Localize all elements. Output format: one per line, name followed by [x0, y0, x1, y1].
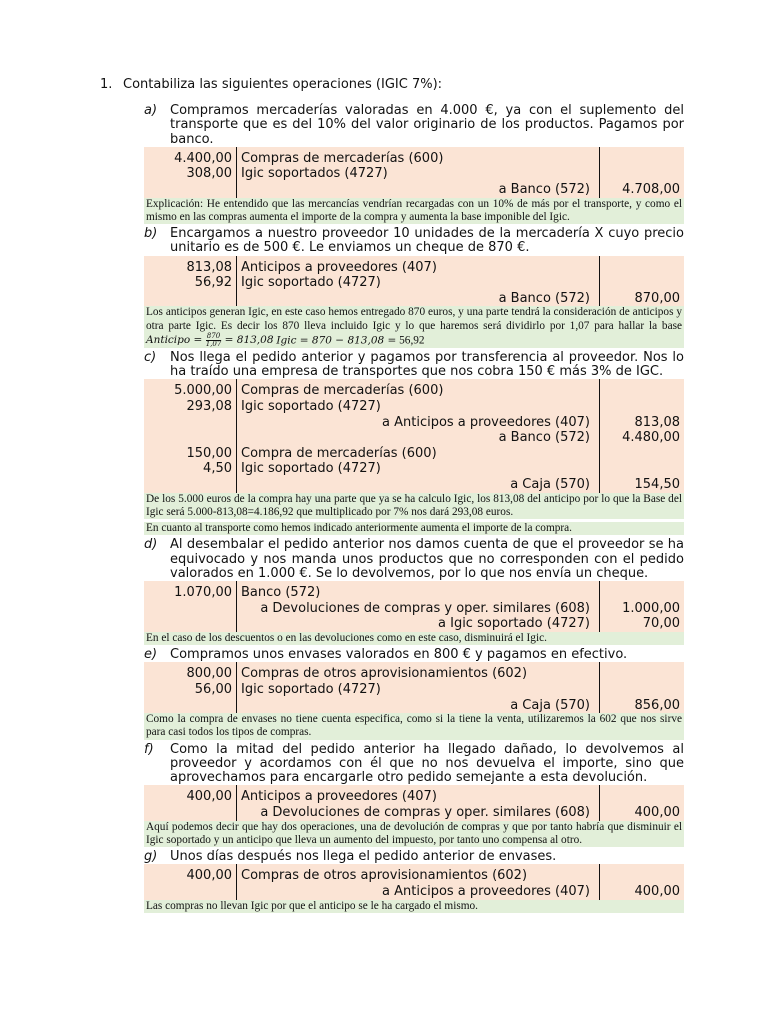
exercise-title: Contabiliza las siguientes operaciones (IGIC 7%):	[123, 77, 443, 92]
credit-amount	[600, 260, 684, 276]
debit-amount	[144, 291, 236, 307]
account-name: Igic soportado (4727)	[236, 461, 600, 477]
account-name: Compras de mercaderías (600)	[236, 383, 600, 399]
operation-text: Compramos unos envases valorados en 800 € y pagamos en efectivo.	[170, 647, 628, 663]
account-name: Anticipos a proveedores (407)	[236, 789, 600, 805]
operation-statement	[144, 104, 684, 147]
credit-amount: 4.708,00	[622, 182, 680, 198]
igic-formula: Igic = 870 − 813,08 =	[276, 334, 397, 347]
account-name: Compras de otros aprovisionamientos (602)	[236, 666, 600, 682]
explanation-note: Las compras no llevan Igic por que el anticipo se le ha cargado el mismo.	[144, 900, 684, 913]
debit-amount: 4.400,00	[174, 150, 232, 166]
credit-amount	[600, 383, 684, 399]
account-name: a Anticipos a proveedores (407)	[236, 884, 600, 900]
operation-label: d)	[144, 537, 158, 553]
entry-row	[144, 698, 684, 714]
operation-item	[144, 538, 684, 645]
exercise-number: 1.	[100, 77, 113, 92]
entry-row	[144, 415, 684, 431]
operation-statement	[144, 850, 684, 864]
debit-amount	[144, 415, 236, 431]
debit-amount: 150,00	[186, 445, 232, 461]
debit-amount	[144, 616, 236, 632]
operation-item	[144, 648, 684, 739]
debit-amount	[144, 884, 236, 900]
debit-amount	[144, 430, 236, 446]
debit-amount: 293,08	[186, 399, 232, 415]
credit-amount	[600, 789, 684, 805]
credit-amount	[600, 151, 684, 167]
entry-row	[144, 868, 684, 884]
entry-row	[144, 461, 684, 477]
formula-left: Anticipo =	[146, 334, 203, 347]
entry-row	[144, 151, 684, 167]
entry-row	[144, 477, 684, 493]
credit-amount: 154,50	[634, 477, 680, 493]
debit-amount	[144, 182, 236, 198]
journal-entry	[144, 864, 684, 899]
credit-amount	[600, 461, 684, 477]
credit-amount: 70,00	[642, 616, 680, 632]
operation-text: Como la mitad del pedido anterior ha llegado dañado, lo devolvemos al proveedor y acordamos con él que no nos devuelva el importe, sino que aprovechamos para encargarle otro pedido semejante a esta devolución.	[170, 741, 684, 786]
fraction	[206, 333, 222, 348]
operation-statement	[144, 538, 684, 581]
operation-text: Al desembalar el pedido anterior nos damos cuenta de que el proveedor se ha equivocado y nos manda unos productos que no corresponden con el pedido valorados en 1.000 €. Se lo devolvemos, por lo que nos envía un cheque.	[170, 537, 684, 581]
debit-amount: 5.000,00	[174, 383, 232, 399]
debit-amount: 400,00	[186, 789, 232, 805]
operations-list	[144, 104, 684, 916]
account-name: Igic soportado (4727)	[236, 682, 600, 698]
debit-amount: 308,00	[186, 166, 232, 182]
debit-amount: 800,00	[186, 666, 232, 682]
credit-amount	[600, 868, 684, 884]
journal-entry	[144, 147, 684, 198]
operation-item	[144, 743, 684, 847]
explanation-note: En cuanto al transporte como hemos indicado anteriormente aumenta el importe de la compra.	[144, 522, 684, 535]
explanation-note: De los 5.000 euros de la compra hay una parte que ya se ha calculo Igic, los 813,08 del anticipo por lo que la Base del Igic será 5.000-813,08=4.186,92 que multiplicado por 7% nos dará 293,08 euros.	[146, 492, 682, 518]
entry-row	[144, 291, 684, 307]
operation-statement	[144, 351, 684, 380]
entry-row	[144, 260, 684, 276]
account-name: Banco (572)	[236, 585, 600, 601]
explanation-note: Como la compra de envases no tiene cuenta especifica, como si la tiene la venta, utilizaremos la 602 que nos sirve para casi todos los tipos de compras.	[146, 713, 682, 739]
credit-amount: 4.480,00	[622, 430, 680, 446]
account-name: a Banco (572)	[236, 291, 600, 307]
operation-statement	[144, 227, 684, 256]
credit-amount	[600, 166, 684, 182]
operation-text: Unos días después nos llega el pedido anterior de envases.	[170, 849, 557, 865]
entry-row	[144, 275, 684, 291]
journal-entry	[144, 581, 684, 632]
credit-amount	[600, 666, 684, 682]
account-name: a Banco (572)	[236, 182, 600, 198]
debit-amount	[144, 698, 236, 714]
journal-entry	[144, 662, 684, 713]
credit-amount	[600, 275, 684, 291]
entry-row	[144, 585, 684, 601]
credit-amount: 856,00	[634, 697, 680, 713]
anticipo-formula	[146, 331, 274, 348]
operation-label: f)	[144, 741, 154, 757]
entry-row	[144, 601, 684, 617]
operation-text: Encargamos a nuestro proveedor 10 unidades de la mercadería X cuyo precio unitario es de 500 €. Le enviamos un cheque de 870 €.	[170, 226, 684, 256]
account-name: a Caja (570)	[236, 477, 600, 493]
entry-row	[144, 399, 684, 415]
operation-label: c)	[144, 349, 157, 365]
operation-text: Nos llega el pedido anterior y pagamos por transferencia al proveedor. Nos lo ha traído una empresa de transportes que nos cobra 150 € más 3% de IGC.	[170, 349, 684, 380]
entry-row	[144, 182, 684, 198]
note-tail: 56,92	[399, 334, 425, 347]
account-name: Igic soportado (4727)	[236, 399, 600, 415]
operation-item	[144, 104, 684, 224]
entry-row	[144, 430, 684, 446]
credit-amount: 813,08	[634, 414, 680, 430]
operation-item	[144, 227, 684, 348]
account-name: Compras de otros aprovisionamientos (602)	[236, 868, 600, 884]
operation-text: Compramos mercaderías valoradas en 4.000 €, ya con el suplemento del transporte que es del 10% del valor originario de los productos. Pagamos por banco.	[170, 103, 684, 147]
formula-right: = 813,08	[224, 334, 274, 347]
operation-label: g)	[144, 849, 158, 865]
operation-label: a)	[144, 103, 158, 118]
entry-row	[144, 446, 684, 462]
fraction-denominator: 1,07	[205, 339, 222, 348]
account-name: a Devoluciones de compras y oper. similares (608)	[236, 805, 600, 821]
debit-amount	[144, 477, 236, 493]
explanation-note: Aquí podemos decir que hay dos operaciones, una de devolución de compras y que por tanto habría que disminuir el Igic soportado y un anticipo que lleva un aumento del impuesto, por tanto uno compensa al otro.	[146, 820, 682, 846]
credit-amount	[600, 446, 684, 462]
exercise-heading	[100, 77, 442, 93]
debit-amount: 56,00	[194, 681, 232, 697]
debit-amount: 813,08	[186, 259, 232, 275]
credit-amount: 870,00	[634, 290, 680, 306]
debit-amount: 56,92	[194, 275, 232, 291]
credit-amount	[600, 585, 684, 601]
credit-amount: 1.000,00	[622, 600, 680, 616]
debit-amount	[144, 601, 236, 617]
explanation-note	[144, 306, 684, 347]
fraction-numerator: 870	[206, 331, 221, 340]
credit-amount: 400,00	[634, 805, 680, 821]
debit-amount	[144, 805, 236, 821]
explanation-note: En el caso de los descuentos o en las devoluciones como en este caso, disminuirá el Igic.	[144, 632, 684, 645]
operation-item	[144, 850, 684, 913]
entry-row	[144, 666, 684, 682]
entry-row	[144, 884, 684, 900]
entry-row	[144, 682, 684, 698]
account-name: a Igic soportado (4727)	[236, 616, 600, 632]
credit-amount	[600, 682, 684, 698]
credit-amount: 400,00	[634, 883, 680, 899]
operation-label: e)	[144, 647, 158, 663]
account-name: a Devoluciones de compras y oper. similares (608)	[236, 601, 600, 617]
account-name: Compra de mercaderías (600)	[236, 446, 600, 462]
entry-row	[144, 616, 684, 632]
account-name: Igic soportados (4727)	[236, 166, 600, 182]
entry-row	[144, 383, 684, 399]
journal-entry	[144, 785, 684, 820]
debit-amount: 4,50	[203, 461, 232, 477]
entry-row	[144, 166, 684, 182]
debit-amount: 1.070,00	[174, 585, 232, 601]
operation-label: b)	[144, 226, 158, 242]
account-name: a Anticipos a proveedores (407)	[236, 415, 600, 431]
account-name: Igic soportado (4727)	[236, 275, 600, 291]
debit-amount: 400,00	[186, 868, 232, 884]
credit-amount	[600, 399, 684, 415]
operation-statement	[144, 648, 684, 662]
entry-row	[144, 805, 684, 821]
account-name: a Banco (572)	[236, 430, 600, 446]
explanation-note: Explicación: He entendido que las mercancías vendrían recargadas con un 10% de más por el transporte, y como el mismo en las compras aumenta el importe de la compra y aumenta la base imponible del Igic.	[146, 197, 682, 223]
account-name: Compras de mercaderías (600)	[236, 151, 600, 167]
operation-statement	[144, 743, 684, 786]
account-name: Anticipos a proveedores (407)	[236, 260, 600, 276]
account-name: a Caja (570)	[236, 698, 600, 714]
note-text: Los anticipos generan Igic, en este caso hemos entregado 870 euros, y una parte tendrá la consideración de anticipos y otra parte Igic. Es decir los 870 lleva incluido Igic y lo que haremos será dividirlo por 1,07 para hallar la base	[146, 306, 682, 332]
journal-entry	[144, 379, 684, 492]
operation-item	[144, 351, 684, 535]
entry-row	[144, 789, 684, 805]
journal-entry	[144, 256, 684, 307]
